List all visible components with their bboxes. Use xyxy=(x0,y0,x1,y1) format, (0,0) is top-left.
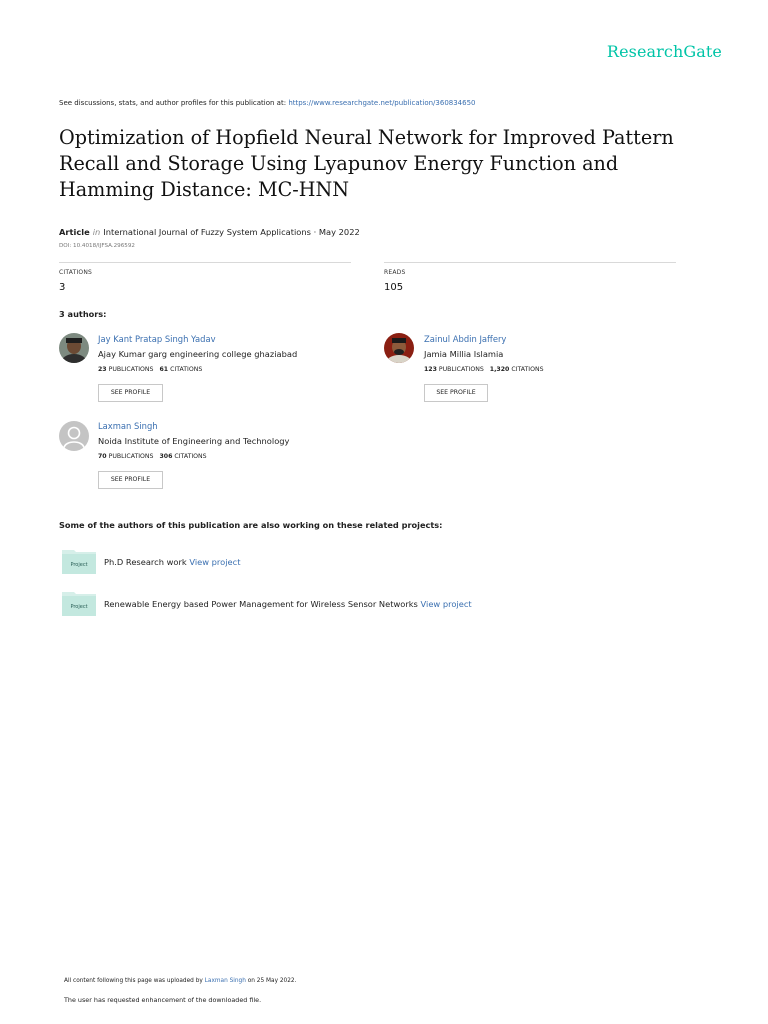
project-item-2 xyxy=(104,599,472,609)
citations-count: 306 xyxy=(159,453,173,460)
author-avatar-jaffery[interactable] xyxy=(384,333,414,363)
researchgate-logo[interactable]: ResearchGate xyxy=(606,42,722,61)
author-avatar-singh[interactable] xyxy=(59,421,89,451)
see-discussions-text: See discussions, stats, and author profiles for this publication at: xyxy=(59,99,289,107)
upload-note-post: on 25 May 2022. xyxy=(245,978,297,984)
reads-divider xyxy=(384,262,676,263)
view-project-link-2[interactable]: View project xyxy=(420,599,472,609)
projects-heading: Some of the authors of this publication are also working on these related projects: xyxy=(59,520,443,530)
view-project-link-1[interactable]: View project xyxy=(189,557,241,567)
publications-count: 70 xyxy=(98,453,107,460)
article-type: Article xyxy=(59,227,90,237)
paper-title: Optimization of Hopfield Neural Network for Improved Pattern Recall and Storage Using Lyapunov Energy Function and Hamming Distance: MC-HNN xyxy=(59,126,674,201)
citations-label: CITATIONS xyxy=(511,366,544,373)
see-discussions-line xyxy=(59,99,476,107)
project-tag-1: Project xyxy=(70,562,88,568)
see-profile-button-yadav[interactable]: SEE PROFILE xyxy=(98,384,163,402)
see-profile-button-singh[interactable]: SEE PROFILE xyxy=(98,471,163,489)
citations-count: 1,320 xyxy=(489,366,510,373)
project-name-1: Ph.D Research work xyxy=(104,557,190,567)
publications-count: 123 xyxy=(424,366,437,373)
project-folder-icon xyxy=(62,548,96,574)
publications-label: PUBLICATIONS xyxy=(108,366,154,373)
journal-venue[interactable]: International Journal of Fuzzy System Applications · May 2022 xyxy=(103,227,360,237)
citations-value: 3 xyxy=(59,282,66,293)
citations-count: 61 xyxy=(159,366,169,373)
in-label: in xyxy=(92,227,101,237)
publications-label: PUBLICATIONS xyxy=(438,366,484,373)
reads-value: 105 xyxy=(384,282,404,293)
author-institution-jaffery: Jamia Millia Islamia xyxy=(424,349,504,359)
citations-divider xyxy=(59,262,351,263)
author-name-jaffery[interactable]: Zainul Abdin Jaffery xyxy=(424,334,507,344)
citations-label: CITATIONS xyxy=(170,366,203,373)
reads-label: READS xyxy=(384,269,406,276)
author-name-yadav[interactable]: Jay Kant Pratap Singh Yadav xyxy=(98,334,216,344)
project-tag-2: Project xyxy=(70,604,88,610)
upload-note xyxy=(64,978,296,984)
author-institution-singh: Noida Institute of Engineering and Technology xyxy=(98,436,290,446)
article-meta xyxy=(59,227,360,237)
enhancement-note: The user has requested enhancement of the downloaded file. xyxy=(64,996,262,1004)
upload-note-pre: All content following this page was uploaded by xyxy=(64,978,205,984)
authors-heading: 3 authors: xyxy=(59,309,107,319)
publication-url-link[interactable]: https://www.researchgate.net/publication/360834650 xyxy=(288,99,476,107)
project-item-1 xyxy=(104,557,240,567)
see-profile-button-jaffery[interactable]: SEE PROFILE xyxy=(424,384,488,402)
project-name-2: Renewable Energy based Power Management for Wireless Sensor Networks xyxy=(104,599,421,609)
citations-label: CITATIONS xyxy=(174,453,207,460)
author-stats-jaffery xyxy=(424,366,544,373)
publications-label: PUBLICATIONS xyxy=(108,453,154,460)
publications-count: 23 xyxy=(98,366,107,373)
author-name-singh[interactable]: Laxman Singh xyxy=(98,421,158,431)
doi-text: DOI: 10.4018/IJFSA.296592 xyxy=(59,243,135,249)
author-institution-yadav: Ajay Kumar garg engineering college ghaziabad xyxy=(98,349,298,359)
author-stats-yadav xyxy=(98,366,202,373)
author-stats-singh xyxy=(98,453,207,460)
uploader-link[interactable]: Laxman Singh xyxy=(204,978,246,984)
author-avatar-yadav[interactable] xyxy=(59,333,89,363)
citations-label: CITATIONS xyxy=(59,269,93,276)
project-folder-icon xyxy=(62,590,96,616)
